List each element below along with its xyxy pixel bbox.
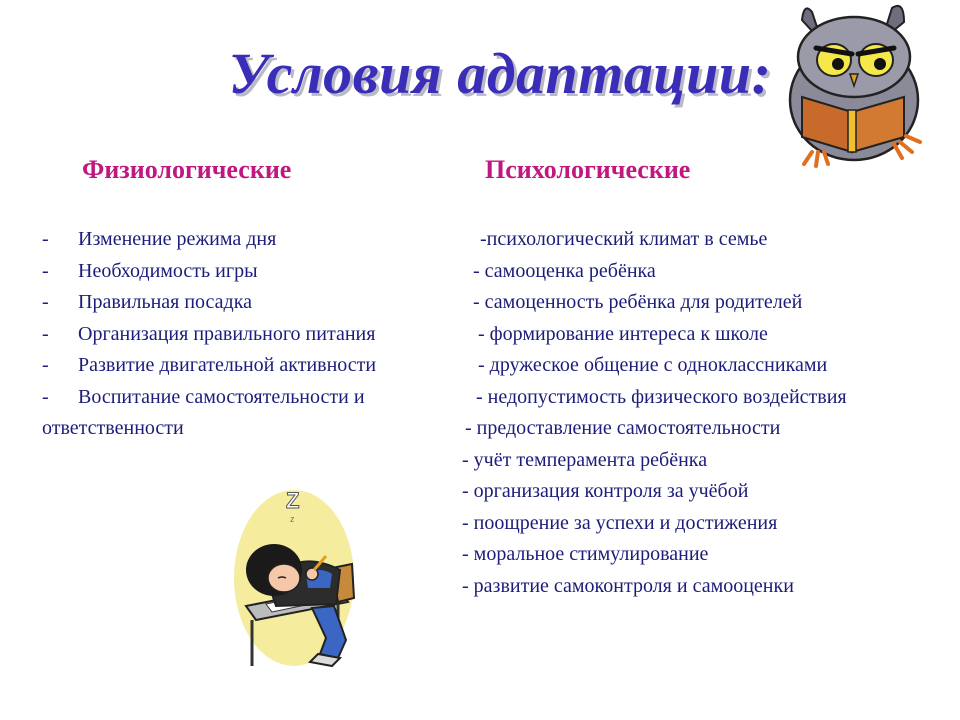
list-item: - самоценность ребёнка для родителей (473, 291, 803, 313)
list-item: - недопустимость физического воздействия (476, 385, 847, 408)
list-item: - Развитие двигательной активности (42, 354, 377, 376)
svg-text:z: z (290, 514, 295, 524)
list-item: - Воспитание самостоятельности и (42, 385, 365, 408)
slide-title: Условия адаптации: (228, 41, 772, 106)
list-item: - поощрение за успехи и достижения (462, 511, 778, 534)
list-item: - дружеское общение с одноклассниками (478, 354, 828, 376)
list-item: - моральное стимулирование (462, 543, 709, 565)
physiological-heading: Физиологические (82, 155, 292, 184)
list-item: - Необходимость игры (42, 259, 258, 282)
list-item: - Изменение режима дня (42, 228, 277, 250)
psychological-list (0, 224, 847, 602)
list-item: - формирование интереса к школе (478, 322, 768, 345)
list-item: - самооценка ребёнка (473, 259, 656, 282)
list-item: - учёт темперамента ребёнка (462, 448, 708, 471)
psychological-heading: Психологические (485, 155, 691, 184)
list-item: - организация контроля за учёбой (462, 480, 749, 502)
list-item: - Правильная посадка (42, 291, 253, 313)
svg-text:Z: Z (286, 488, 300, 513)
list-item: - развитие самоконтроля и самооценки (462, 574, 794, 597)
sleeping-student-clipart (228, 478, 368, 674)
list-item: - Организация правильного питания (42, 322, 376, 345)
owl-reading-clipart (782, 2, 952, 170)
list-item: - предоставление самостоятельности (465, 417, 781, 439)
list-item: -психологический климат в семье (480, 228, 768, 250)
list-item-continuation: ответственности (42, 417, 184, 439)
